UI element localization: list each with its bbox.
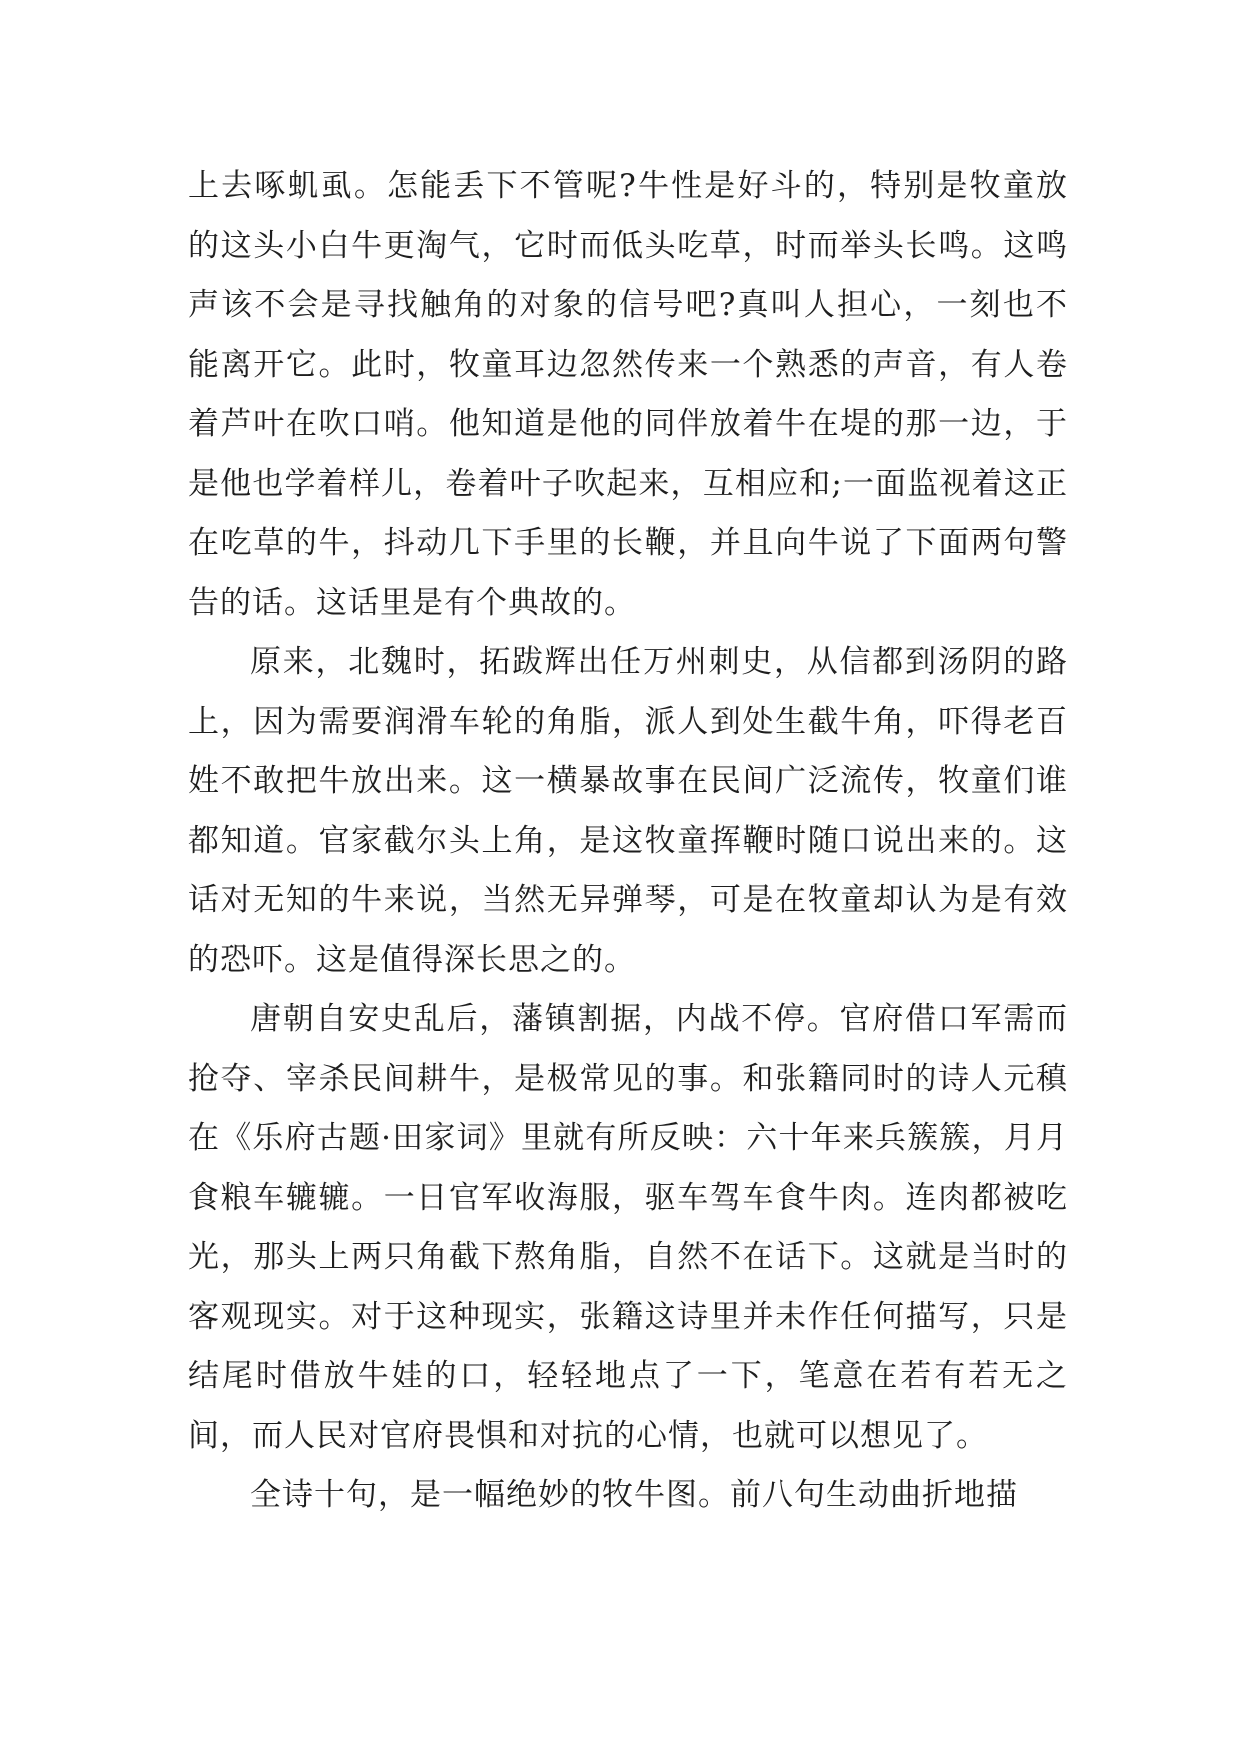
paragraph: 原来，北魏时，拓跋辉出任万州刺史，从信都到汤阴的路上，因为需要润滑车轮的角脂，派人到处生截牛角，吓得老百姓不敢把牛放出来。这一横暴故事在民间广泛流传，牧童们谁都知道。官家截尔头上角，是这牧童挥鞭时随口说出来的。这话对无知的牛来说，当然无异弹琴，可是在牧童却认为是有效的恐吓。这是值得深长思之的。 — [188, 644, 1068, 978]
paragraph: 上去啄虮虱。怎能丢下不管呢?牛性是好斗的，特别是牧童放的这头小白牛更淘气，它时而低头吃草，时而举头长鸣。这鸣声该不会是寻找触角的对象的信号吧?真叫人担心，一刻也不能离开它。此时，牧童耳边忽然传来一个熟悉的声音，有人卷着芦叶在吹口哨。他知道是他的同伴放着牛在堤的那一边，于是他也学着样儿，卷着叶子吹起来，互相应和;一面监视着这正在吃草的牛，抖动几下手里的长鞭，并且向牛说了下面两句警告的话。这话里是有个典故的。 — [188, 168, 1068, 621]
paragraph: 全诗十句，是一幅绝妙的牧牛图。前八句生动曲折地描 — [250, 1477, 1018, 1513]
paragraph: 唐朝自安史乱后，藩镇割据，内战不停。官府借口军需而抢夺、宰杀民间耕牛，是极常见的事。和张籍同时的诗人元稹在《乐府古题·田家词》里就有所反映：六十年来兵簇簇，月月食粮车辘辘。一日官军收海服，驱车驾车食牛肉。连肉都被吃光，那头上两只角截下熬角脂，自然不在话下。这就是当时的客观现实。对于这种现实，张籍这诗里并未作任何描写，只是结尾时借放牛娃的口，轻轻地点了一下，笔意在若有若无之间，而人民对官府畏惧和对抗的心情，也就可以想见了。 — [188, 1001, 1068, 1454]
body-text — [188, 157, 1068, 1526]
